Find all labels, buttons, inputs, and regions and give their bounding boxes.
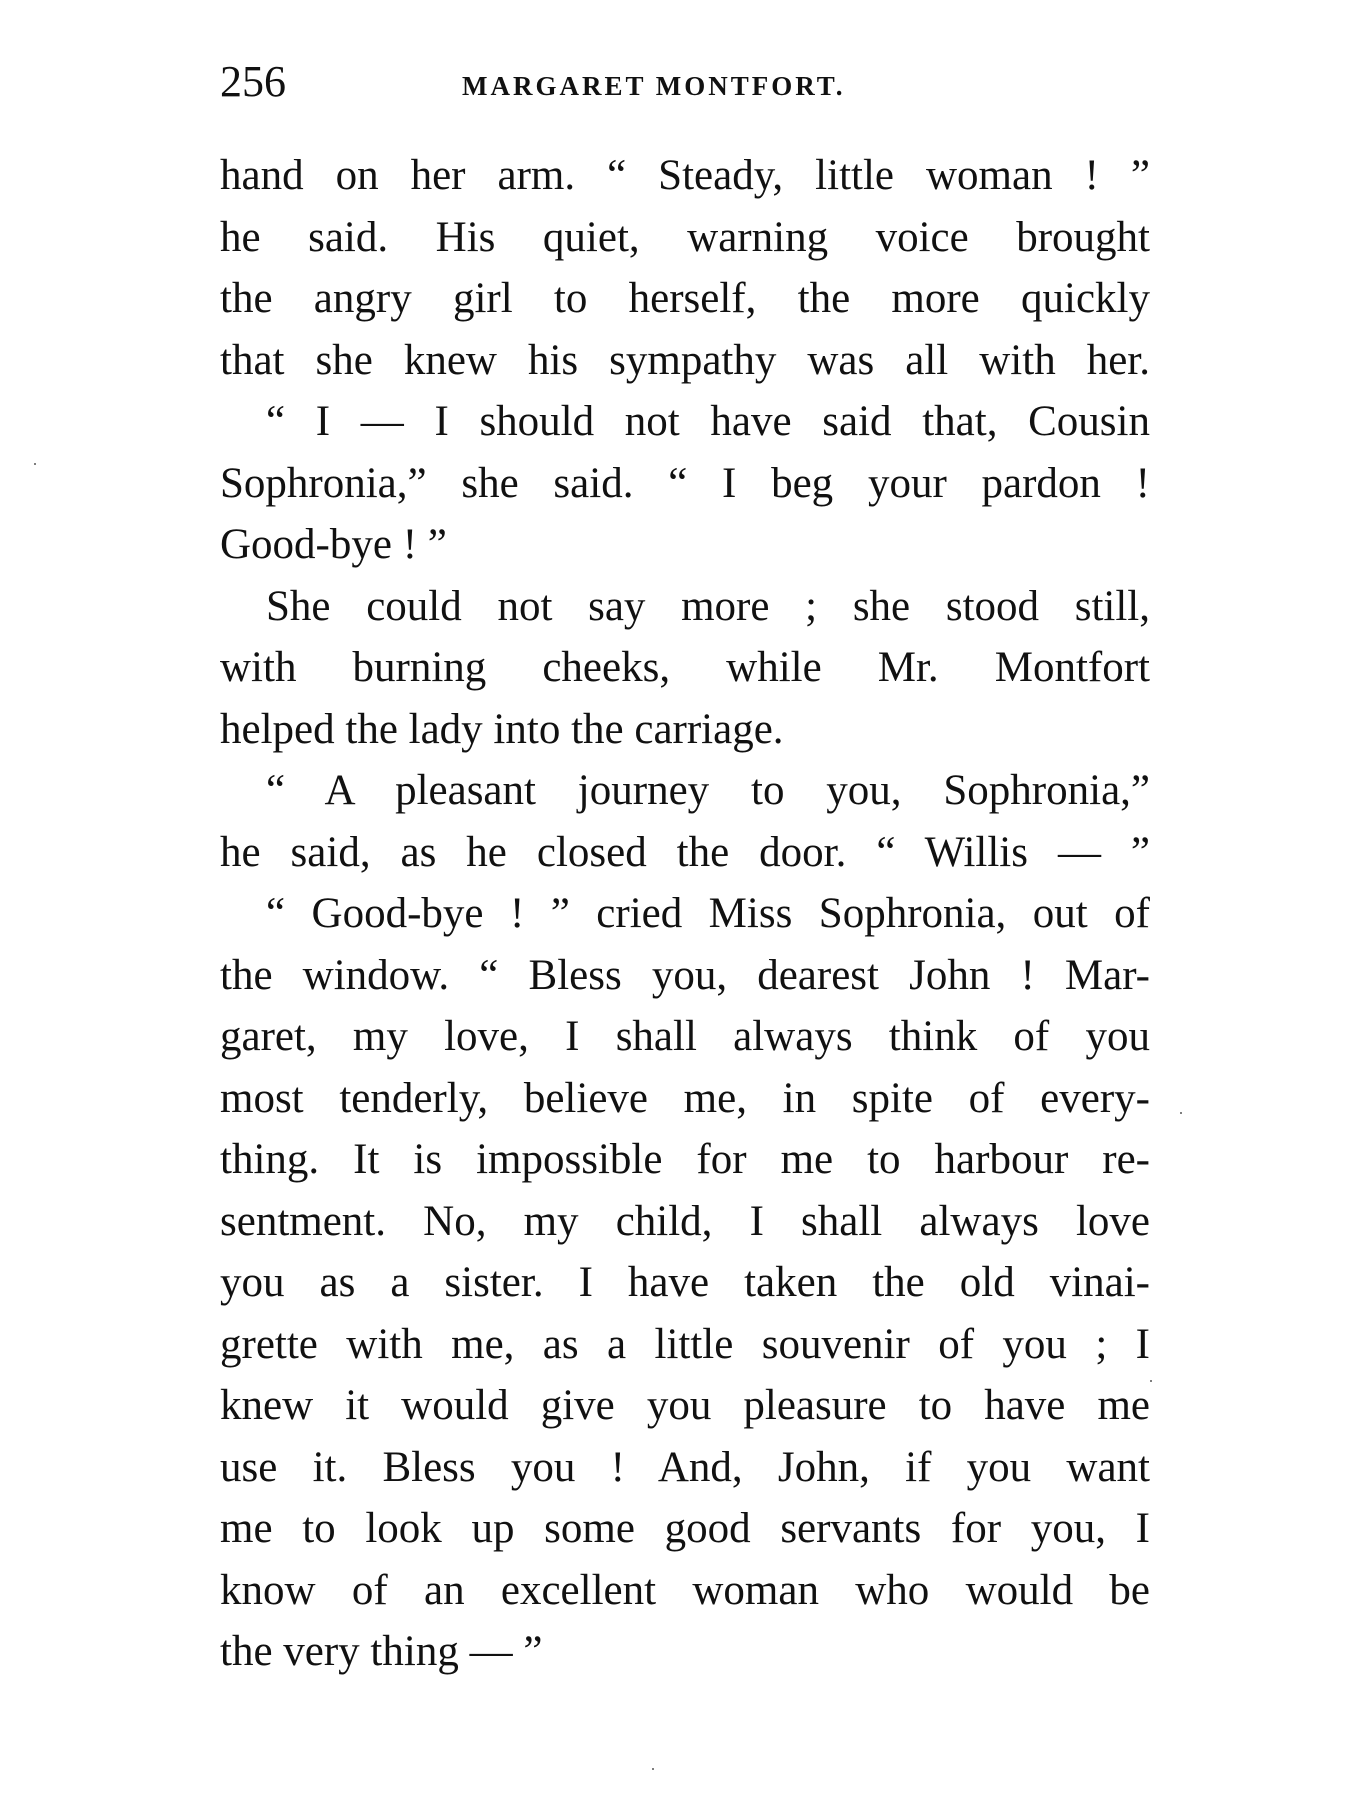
text-line: the angry girl to herself, the more quickly [220,275,1150,322]
text-line: you as a sister. I have taken the old vinai- [220,1259,1150,1306]
text-line: use it. Bless you ! And, John, if you want [220,1443,1150,1491]
print-speck [652,1768,654,1770]
text-line: “ I — I should not have said that, Cousin [266,398,1150,445]
text-line: knew it would give you pleasure to have me [220,1382,1150,1429]
print-speck [1150,1380,1152,1382]
text-line: grette with me, as a little souvenir of you ; I [220,1320,1150,1368]
text-line: She could not say more ; she stood still, [266,582,1150,630]
text-line: sentment. No, my child, I shall always love [220,1197,1150,1245]
running-head: MARGARET MONTFORT. [462,71,846,101]
text-line: Sophronia,” she said. “ I beg your pardon ! [220,459,1150,507]
page-number: 256 [220,57,286,106]
text-line: the very thing — ” [220,1628,543,1675]
text-line: he said, as he closed the door. “ Willis — ” [220,828,1150,876]
text-line: “ A pleasant journey to you, Sophronia,” [266,767,1150,814]
text-line: helped the lady into the carriage. [220,705,784,753]
text-line: most tenderly, believe me, in spite of every- [220,1074,1150,1122]
text-line: Good-bye ! ” [220,521,447,568]
text-line: me to look up some good servants for you, I [220,1505,1150,1552]
text-line: he said. His quiet, warning voice brought [220,213,1150,261]
text-line: the window. “ Bless you, dearest John ! Mar- [220,951,1150,999]
print-speck [34,463,36,465]
text-line: “ Good-bye ! ” cried Miss Sophronia, out of [266,890,1150,937]
text-line: know of an excellent woman who would be [220,1566,1150,1614]
text-line: with burning cheeks, while Mr. Montfort [220,644,1150,691]
text-line: hand on her arm. “ Steady, little woman ! ” [220,152,1150,199]
text-line: that she knew his sympathy was all with her. [220,336,1150,384]
body-text [220,145,1150,1683]
print-speck [1180,1112,1182,1114]
text-line: thing. It is impossible for me to harbour re- [220,1136,1150,1183]
page-header [220,52,1150,112]
text-line: garet, my love, I shall always think of you [220,1013,1150,1060]
